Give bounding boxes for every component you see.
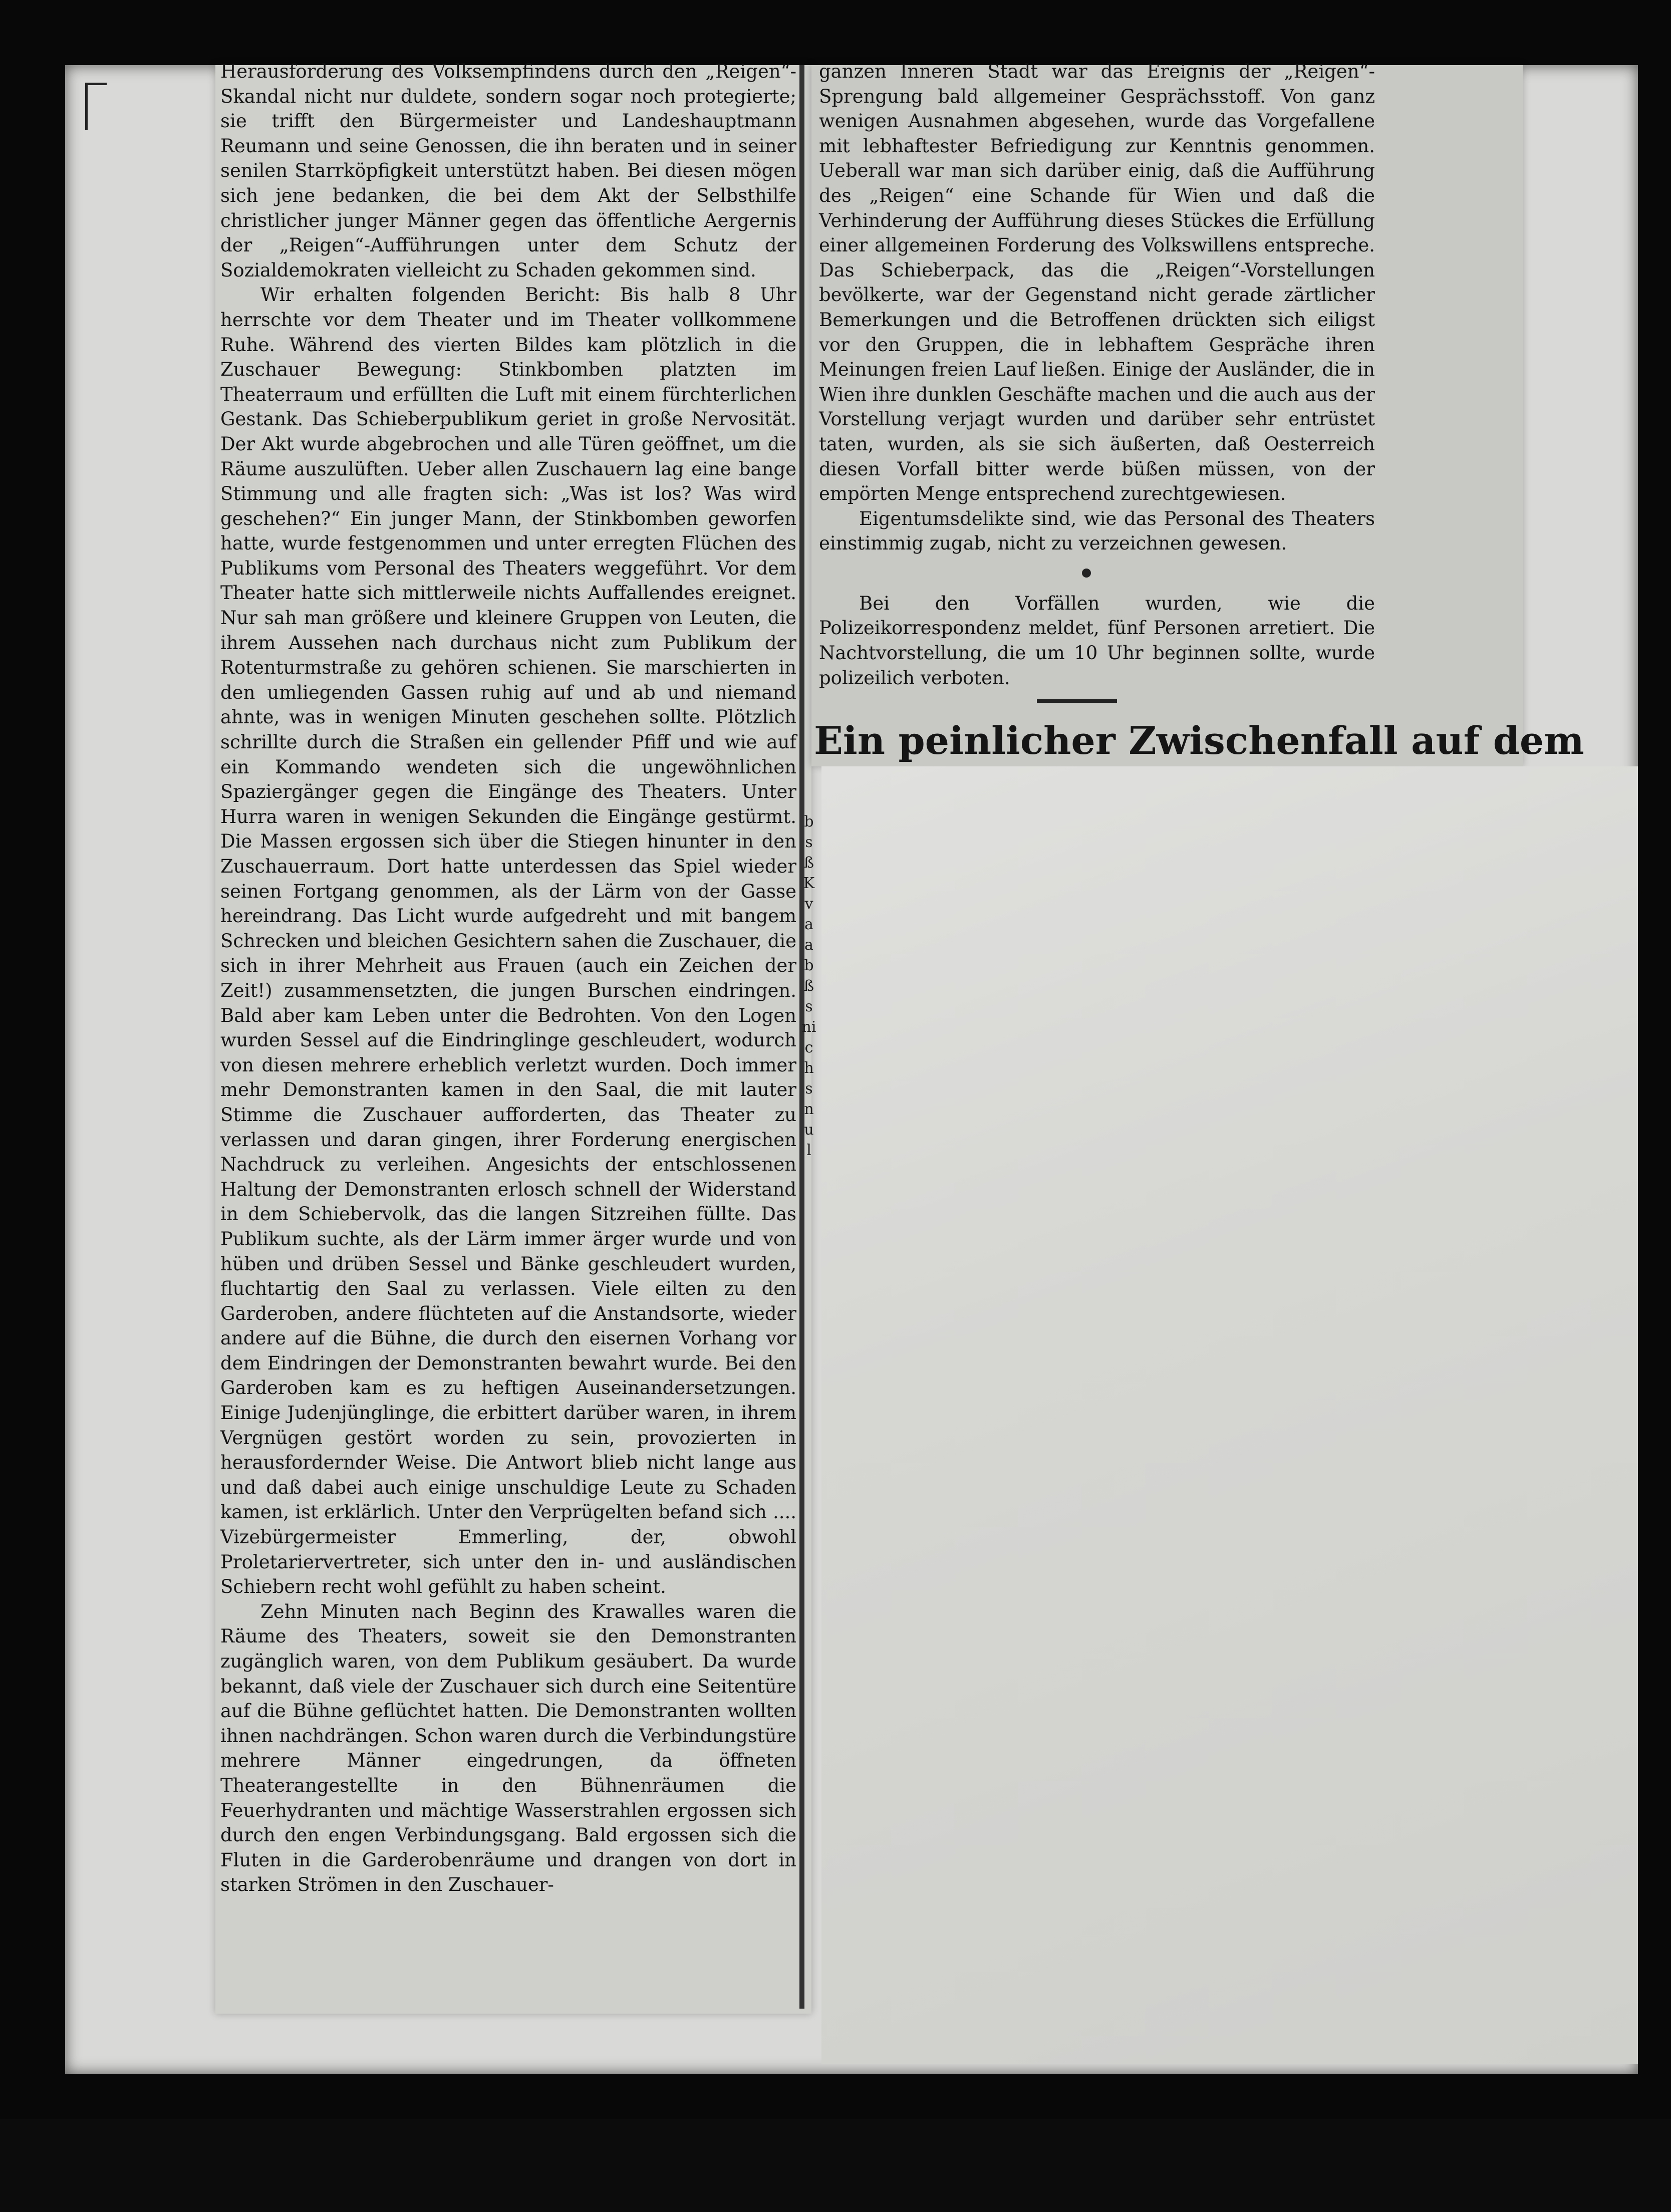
side-strip-letters: bsßKvaabßsnichs nu l [801, 813, 816, 1159]
paragraph-right-1: ganzen Inneren Stadt war das Ereignis der „Reigen“-Sprengung bald allgemeiner Gesprächsstoff. Von ganz wenigen Ausnahmen abgesehen, wurde das Vorgefallene mit lebhaftester Befriedigung zur Kenntnis genommen. Ueberall war man sich darüber einig, daß die Aufführung des „Reigen“ eine Schande für Wien und daß die Verhinderung der Aufführung dieses Stückes die Erfüllung einer allgemeinen Forderung des Volkswillens entspreche. Das Schieberpack, das die „Reigen“-Vorstellungen bevölkerte, war der Gegenstand nicht gerade zärtlicher Bemerkungen und die Betroffenen drückten sich eiligst vor den Gruppen, die in lebhaftem Gespräche ihren Meinungen freien Lauf ließen. Einige der Ausländer, die in Wien ihre dunklen Geschäfte machen und die auch aus der Vorstellung verjagt wurden und darüber sehr entrüstet taten, wurden, als sie sich äußerten, daß Oesterreich diesen Vorfall bitter werde büßen müssen, von der empörten Menge entsprechend zurechtgewiesen. [819, 61, 1375, 505]
paragraph-3: Zehn Minuten nach Beginn des Krawalles waren die Räume des Theaters, soweit sie den Demonstranten zugänglich waren, von dem Publikum gesäubert. Da wurde bekannt, daß viele der Zuschauer sich durch eine Seitentüre auf die Bühne geflüchtet hatten. Die Demonstranten wollten ihnen nachdrängen. Schon waren durch die Verbindungstüre mehrere Männer eingedrungen, da öffneten Theaterangestellte in den Bühnenräumen die Feuerhydranten und mächtige Wasserstrahlen ergossen sich durch den engen Verbindungsgang. Bald ergossen sich die Fluten in die Garderobenräume und drangen von dort in starken Strömen in den Zuschauer- [220, 1600, 796, 1896]
paragraph-2: Wir erhalten folgenden Bericht: Bis halb 8 Uhr herrschte vor dem Theater und im Theater vollkommene Ruhe. Während des vierten Bildes kam plötzlich in die Zuschauer Bewegung: Stinkbomben platzten im Theaterraum und erfüllten die Luft mit einem fürchterlichen Gestank. Das Schieberpublikum geriet in große Nervosität. Der Akt wurde abgebrochen und alle Türen geöffnet, um die Räume auszulüften. Ueber allen Zuschauern lag eine bange Stimmung und alle fragten sich: „Was ist los? Was wird geschehen?“ Ein junger Mann, der Stinkbomben geworfen hatte, wurde festgenommen und unter erregten Flüchen des Publikums vom Personal des Theaters weggeführt. Vor dem Theater hatte sich mittlerweile nichts Auffallendes ereignet. Nur sah man größere und kleinere Gruppen von Leuten, die ihrem Aussehen nach durchaus nicht zum Publikum der Rotenturmstraße zu gehören schienen. Sie marschierten in den umliegenden Gassen ruhig auf und ab und niemand ahnte, was in wenigen Minuten geschehen sollte. Plötzlich schrillte durch die Straßen ein gellender Pfiff und wie auf ein Kommando wendeten sich die ungewöhnlichen Spaziergänger gegen die Eingänge des Theaters. Unter Hurra waren in wenigen Sekunden die Eingänge gestürmt. Die Massen ergossen sich über die Stiegen hinunter in den Zuschauerraum. Dort hatte unterdessen das Spiel wieder seinen Fortgang genommen, als der Lärm von der Gasse hereindrang. Das Licht wurde aufgedreht und mit bangem Schrecken und bleichen Gesichtern sahen die Zuschauer, die sich in ihrer Mehrheit aus Frauen (auch ein Zeichen der Zeit!) zusammensetzten, die jungen Burschen eindringen. Bald aber kam Leben unter die Bedrohten. Von den Logen wurden Sessel auf die Eindringlinge geschleudert, wodurch von diesen mehrere erheblich verletzt wurden. Doch immer mehr Demonstranten kamen in den Saal, die mit lauter Stimme die Zuschauer aufforderten, das Theater zu verlassen und daran gingen, ihrer Forderung energischen Nachdruck zu verleihen. Angesichts der entschlossenen Haltung der Demonstranten erlosch schnell der Widerstand in dem Schiebervolk, das die langen Sitzreihen füllte. Das Publikum suchte, als der Lärm immer ärger wurde und von hüben und drüben Sessel und Bänke geschleudert wurden, fluchtartig den Saal zu verlassen. Viele eilten zu den Garderoben, andere flüchteten auf die Anstandsorte, wieder andere auf die Bühne, die durch den eisernen Vorhang vor dem Eindringen der Demonstranten bewahrt wurde. Bei den Garderoben kam es zu heftigen Auseinandersetzungen. Einige Judenjünglinge, die erbittert darüber waren, in ihrem Vergnügen gestört worden zu sein, provozierten in herausfordernder Weise. Die Antwort blieb nicht lange aus und daß dabei auch einige unschuldige Leute zu Schaden kamen, ist erklärlich. Unter den Verprügelten befand sich .... Vizebürgermeister Emmerling, der, obwohl Proletariervertreter, sich unter den in- und ausländischen Schiebern recht wohl gefühlt zu haben scheint. [220, 284, 796, 1598]
section-rule [1037, 699, 1117, 703]
headline-cut-off: Ein peinlicher Zwischenfall auf dem [814, 718, 1584, 763]
paragraph-right-2: Eigentumsdelikte sind, wie das Personal des Theaters einstimmig zugab, nicht zu verzeichnen gewesen. [819, 507, 1375, 555]
paragraph-1: Herausforderung des Volksempfindens durch den „Reigen“-Skandal nicht nur duldete, sondern sogar noch protegierte; sie trifft den Bürgermeister und Landeshauptmann Reumann und seine Genossen, die ihn beraten und in seiner senilen Starrköpfigkeit unterstützt haben. Bei diesen mögen sich jene bedanken, die bei dem Akt der Selbsthilfe christlicher junger Männer gegen das öffentliche Aergernis der „Reigen“-Aufführungen unter dem Schutz der Sozialdemokraten vielleicht zu Schaden gekommen sind. [220, 61, 796, 281]
corner-crop-mark [85, 83, 107, 130]
film-border-bottom [0, 2119, 1671, 2212]
blank-paper-area [821, 766, 1638, 2064]
article-right-column [819, 59, 1375, 705]
section-dot [1082, 569, 1091, 578]
article-left-column [220, 59, 796, 2013]
paragraph-right-3: Bei den Vorfällen wurden, wie die Polizeikorrespondenz meldet, fünf Personen arretiert. Die Nachtvorstellung, die um 10 Uhr beginnen sollte, wurde polizeilich verboten. [819, 592, 1375, 689]
